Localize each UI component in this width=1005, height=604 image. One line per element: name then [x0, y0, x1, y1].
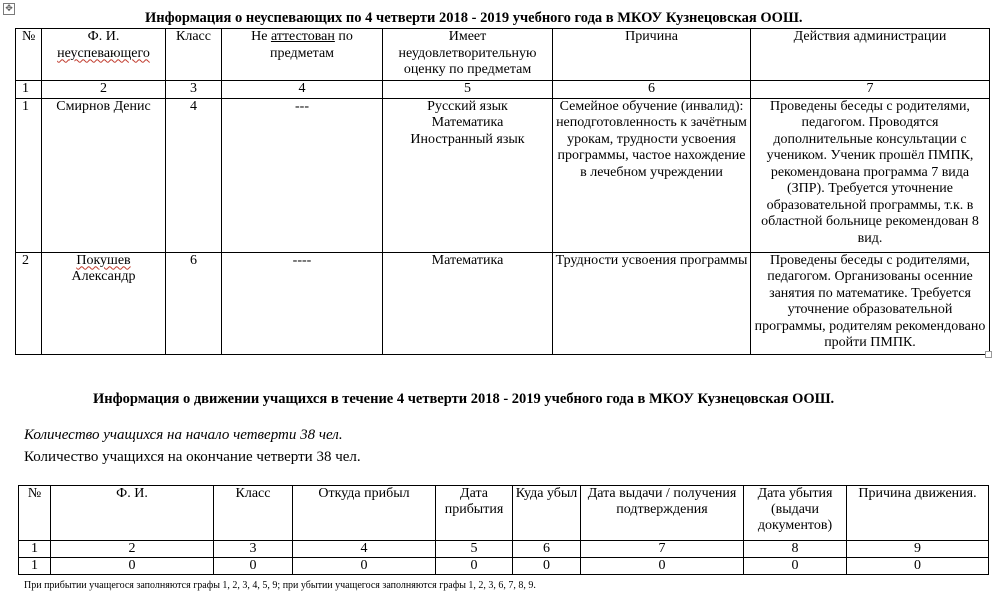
row-num: 1 — [16, 98, 42, 252]
cell: 0 — [214, 558, 293, 575]
header-arrival-date: Дата прибытия — [436, 486, 513, 541]
header-unsatisfactory: Имеет неудовлетворительную оценку по предметам — [383, 29, 553, 81]
colnum-4: 4 — [222, 81, 383, 99]
reason: Трудности усвоения программы — [553, 252, 751, 354]
colnum-2: 2 — [51, 541, 214, 558]
header-class: Класс — [214, 486, 293, 541]
table-row — [16, 252, 990, 354]
title-movement: Информация о движении учащихся в течение 4 четверти 2018 - 2019 учебного года в МКОУ Кузнецовская ООШ. — [93, 391, 835, 407]
cell: 0 — [513, 558, 581, 575]
count-end: Количество учащихся на окончание четверти 38 чел. — [24, 449, 361, 465]
table-row — [16, 98, 990, 252]
cell: 0 — [51, 558, 214, 575]
colnum-4: 4 — [293, 541, 436, 558]
student-name: Смирнов Денис — [42, 98, 166, 252]
row-num: 2 — [16, 252, 42, 354]
title-underperforming: Информация о неуспевающих по 4 четверти 2018 - 2019 учебного года в МКОУ Кузнецовская ООШ. — [145, 10, 803, 26]
colnum-1: 1 — [19, 541, 51, 558]
unsatisfactory-subjects — [383, 252, 553, 354]
reason: Семейное обучение (инвалид): неподготовленность к зачётным урокам, трудности усвоения программы, частое нахождение в лечебном учреждении — [553, 98, 751, 252]
cell: 0 — [293, 558, 436, 575]
subject: Иностранный язык — [410, 131, 525, 147]
admin-actions: Проведены беседы с родителями, педагогом. Организованы осенние занятия по математике. Требуется уточнение образовательной программы, родителям рекомендовано пройти ПМПК. — [751, 252, 990, 354]
cell: 0 — [436, 558, 513, 575]
subject: Математика — [431, 115, 504, 130]
header-num: № — [16, 29, 42, 81]
colnum-9: 9 — [847, 541, 989, 558]
colnum-5: 5 — [436, 541, 513, 558]
header-name-sub: неуспевающего — [57, 45, 150, 61]
movement-table — [18, 485, 989, 575]
colnum-6: 6 — [513, 541, 581, 558]
cell: 0 — [744, 558, 847, 575]
header-movement-reason: Причина движения. — [847, 486, 989, 541]
table-row — [19, 558, 989, 575]
table-resize-handle[interactable] — [985, 351, 992, 358]
table-move-handle[interactable]: ✥ — [3, 3, 15, 15]
subject: Математика — [431, 252, 504, 268]
student-surname: Покушев — [76, 252, 131, 268]
colnum-7: 7 — [581, 541, 744, 558]
colnum-8: 8 — [744, 541, 847, 558]
colnum-1: 1 — [16, 81, 42, 99]
header-num: № — [19, 486, 51, 541]
student-firstname: Александр — [71, 269, 136, 284]
table2-number-row — [19, 541, 989, 558]
header-departure-date: Дата убытия (выдачи документов) — [744, 486, 847, 541]
student-class: 6 — [166, 252, 222, 354]
table1-header-row — [16, 29, 990, 81]
not-attested: ---- — [222, 252, 383, 354]
table1-number-row — [16, 81, 990, 99]
not-attested: --- — [222, 98, 383, 252]
unsatisfactory-subjects — [383, 98, 553, 252]
header-class: Класс — [166, 29, 222, 81]
cell: 0 — [847, 558, 989, 575]
header-name: Ф. И. — [51, 486, 214, 541]
colnum-3: 3 — [166, 81, 222, 99]
header-from: Откуда прибыл — [293, 486, 436, 541]
underperforming-table — [15, 28, 990, 355]
cell: 0 — [581, 558, 744, 575]
header-confirmation-date: Дата выдачи / получения подтверждения — [581, 486, 744, 541]
colnum-2: 2 — [42, 81, 166, 99]
colnum-7: 7 — [751, 81, 990, 99]
table2-header-row — [19, 486, 989, 541]
subject: Русский язык — [427, 98, 508, 114]
footnote: При прибытии учащегося заполняются графы 1, 2, 3, 4, 5, 9; при убытии учащегося заполняются графы 1, 2, 3, 6, 7, 8, 9. — [24, 580, 536, 591]
cell: 1 — [19, 558, 51, 575]
colnum-6: 6 — [553, 81, 751, 99]
header-name: Ф. И. неуспевающего — [42, 29, 166, 81]
header-to: Куда убыл — [513, 486, 581, 541]
colnum-3: 3 — [214, 541, 293, 558]
header-reason: Причина — [553, 29, 751, 81]
colnum-5: 5 — [383, 81, 553, 99]
admin-actions: Проведены беседы с родителями, педагогом. Проводятся дополнительные консультации с учеником. Ученик прошёл ПМПК, рекомендована программа 7 вида (ЗПР). Требуется уточнение образовательной программы, т.к. в областной больнице рекомендован 8 вид. — [751, 98, 990, 252]
student-name — [42, 252, 166, 354]
count-start: Количество учащихся на начало четверти 38 чел. — [24, 427, 343, 443]
header-actions: Действия администрации — [751, 29, 990, 81]
header-not-attested: Не аттестован по предметам — [222, 29, 383, 81]
student-class: 4 — [166, 98, 222, 252]
